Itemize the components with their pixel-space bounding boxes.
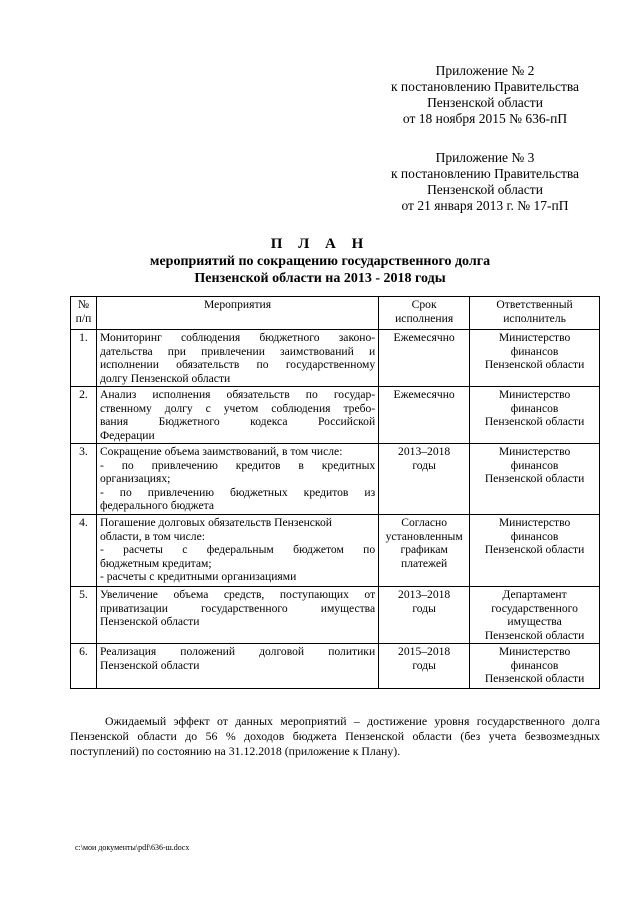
plan-title bbox=[60, 235, 580, 287]
appendix-2-line2: к постановлению Правительства bbox=[390, 79, 580, 94]
responsible-line: Пензенской области bbox=[484, 358, 585, 371]
activity-line: Погашение долговых обязательств Пензенской bbox=[99, 516, 332, 529]
appendix-2-line3: Пензенской области bbox=[427, 95, 543, 110]
responsible-line: Министерство bbox=[498, 331, 571, 344]
term-line: Ежемесячно bbox=[393, 331, 455, 344]
term-line: платежей bbox=[401, 556, 448, 570]
header-resp-line1: Ответственный bbox=[496, 298, 573, 311]
activity-line: - расчеты с федеральным бюджетом по bbox=[99, 543, 376, 556]
activity-line: организациях; bbox=[99, 472, 171, 485]
activity-line: области, в том числе: bbox=[99, 529, 205, 543]
row-number: 3. bbox=[71, 444, 97, 515]
term-line: годы bbox=[412, 658, 436, 672]
responsible-line: Пензенской области bbox=[484, 472, 585, 485]
activity-line: дательства при привлечении заимствований и bbox=[99, 344, 376, 358]
table-row bbox=[71, 515, 600, 587]
file-path-footer: c:\мои документы\pdf\636-ш.docx bbox=[75, 843, 190, 852]
responsible-line: имущества bbox=[507, 615, 562, 628]
row-term bbox=[379, 515, 470, 587]
appendix-3-line4: от 21 января 2013 г. № 17-пП bbox=[401, 198, 569, 213]
activity-line: долгу Пензенской области bbox=[99, 371, 231, 385]
appendix-3-line3: Пензенской области bbox=[427, 182, 543, 197]
row-responsible bbox=[470, 330, 600, 387]
row-responsible bbox=[470, 444, 600, 515]
appendix-3-header bbox=[380, 150, 590, 214]
title-subtitle-line1: мероприятий по сокращению государственного долга bbox=[149, 254, 491, 269]
term-line: 2013–2018 bbox=[398, 588, 451, 601]
responsible-line: Министерство bbox=[498, 445, 571, 458]
appendix-2-line1: Приложение № 2 bbox=[435, 63, 535, 78]
term-line: установленным bbox=[385, 529, 463, 543]
responsible-line: Министерство bbox=[498, 388, 571, 401]
row-activity bbox=[96, 387, 378, 444]
activity-line: - по привлечению кредитов в кредитных bbox=[99, 458, 376, 472]
expected-effect-paragraph bbox=[70, 714, 600, 759]
row-responsible bbox=[470, 587, 600, 644]
activity-line: Пензенской области bbox=[99, 658, 200, 672]
header-term-line1: Срок bbox=[411, 298, 437, 311]
header-term-line2: исполнения bbox=[395, 311, 454, 325]
responsible-line: финансов bbox=[510, 344, 559, 358]
activity-line: вания Бюджетного кодекса Российской bbox=[99, 415, 376, 428]
row-activity bbox=[96, 330, 378, 387]
row-number: 5. bbox=[71, 587, 97, 644]
effect-line1: Ожидаемый эффект от данных мероприятий – достижение уровня государственного долга bbox=[105, 714, 600, 728]
activity-line: Анализ исполнения обязательств по государ- bbox=[99, 388, 376, 401]
row-responsible bbox=[470, 515, 600, 587]
row-number: 2. bbox=[71, 387, 97, 444]
term-line: Согласно bbox=[401, 516, 448, 529]
row-term bbox=[379, 330, 470, 387]
activity-line: приватизации государственного имущества bbox=[99, 601, 376, 615]
responsible-line: Департамент bbox=[502, 588, 567, 601]
responsible-line: Министерство bbox=[498, 516, 571, 529]
row-term bbox=[379, 587, 470, 644]
row-number: 6. bbox=[71, 644, 97, 689]
header-num-line1: № bbox=[77, 298, 89, 311]
responsible-line: государственного bbox=[491, 601, 578, 615]
appendix-2-header bbox=[380, 63, 590, 127]
responsible-line: финансов bbox=[510, 458, 559, 472]
title-main: П Л А Н bbox=[270, 236, 370, 252]
activity-line: Мониторинг соблюдения бюджетного законо- bbox=[99, 331, 376, 344]
responsible-line: Пензенской области bbox=[484, 543, 585, 556]
activity-line: - по привлечению бюджетных кредитов из bbox=[99, 485, 376, 499]
header-activity-label: Мероприятия bbox=[204, 298, 272, 311]
header-responsible bbox=[470, 297, 600, 330]
activity-line: Федерации bbox=[99, 428, 155, 442]
plan-table bbox=[70, 296, 600, 689]
row-term bbox=[379, 444, 470, 515]
responsible-line: Пензенской области bbox=[484, 415, 585, 428]
row-term bbox=[379, 387, 470, 444]
header-resp-line2: исполнитель bbox=[503, 311, 566, 325]
term-line: 2015–2018 bbox=[398, 645, 451, 658]
activity-line: Реализация положений долговой политики bbox=[99, 645, 376, 658]
activity-line: Увеличение объема средств, поступающих от bbox=[99, 588, 376, 601]
appendix-2-line4: от 18 ноября 2015 № 636-пП bbox=[402, 111, 568, 126]
row-activity bbox=[96, 515, 378, 587]
table-header-row bbox=[71, 297, 600, 330]
header-num bbox=[71, 297, 97, 330]
term-line: годы bbox=[412, 601, 436, 615]
activity-line: исполнении обязательств по государственному bbox=[99, 358, 376, 371]
activity-line: Пензенской области bbox=[99, 615, 200, 628]
responsible-line: финансов bbox=[510, 401, 559, 415]
header-activity bbox=[96, 297, 378, 330]
activity-line: ственному долгу с учетом соблюдения требо- bbox=[99, 401, 376, 415]
activity-line: федерального бюджета bbox=[99, 499, 215, 512]
appendix-3-line1: Приложение № 3 bbox=[435, 150, 535, 165]
row-term bbox=[379, 644, 470, 689]
responsible-line: финансов bbox=[510, 529, 559, 543]
table-row bbox=[71, 644, 600, 689]
row-responsible bbox=[470, 387, 600, 444]
term-line: годы bbox=[412, 458, 436, 472]
table-row bbox=[71, 387, 600, 444]
header-num-line2: п/п bbox=[75, 311, 92, 325]
row-number: 1. bbox=[71, 330, 97, 387]
responsible-line: Министерство bbox=[498, 645, 571, 658]
table-row bbox=[71, 330, 600, 387]
effect-line3: поступлений) по состоянию на 31.12.2018 (приложение к Плану). bbox=[70, 744, 401, 758]
activity-line: - расчеты с кредитными организациями bbox=[99, 570, 297, 583]
header-term bbox=[379, 297, 470, 330]
appendix-3-line2: к постановлению Правительства bbox=[390, 166, 580, 181]
term-line: графикам bbox=[400, 543, 448, 556]
responsible-line: Пензенской области bbox=[484, 672, 585, 685]
term-line: Ежемесячно bbox=[393, 388, 455, 401]
title-subtitle-line2: Пензенской области на 2013 - 2018 годы bbox=[194, 271, 446, 286]
row-activity bbox=[96, 587, 378, 644]
effect-line2: Пензенской области до 56 % доходов бюджета Пензенской области (без учета безвозмездных bbox=[70, 729, 600, 743]
row-activity bbox=[96, 644, 378, 689]
activity-line: бюджетным кредитам; bbox=[99, 556, 212, 570]
table-row bbox=[71, 444, 600, 515]
row-responsible bbox=[470, 644, 600, 689]
responsible-line: финансов bbox=[510, 658, 559, 672]
row-number: 4. bbox=[71, 515, 97, 587]
term-line: 2013–2018 bbox=[398, 445, 451, 458]
table-row bbox=[71, 587, 600, 644]
row-activity bbox=[96, 444, 378, 515]
responsible-line: Пензенской области bbox=[484, 628, 585, 642]
activity-line: Сокращение объема заимствований, в том числе: bbox=[99, 445, 343, 458]
